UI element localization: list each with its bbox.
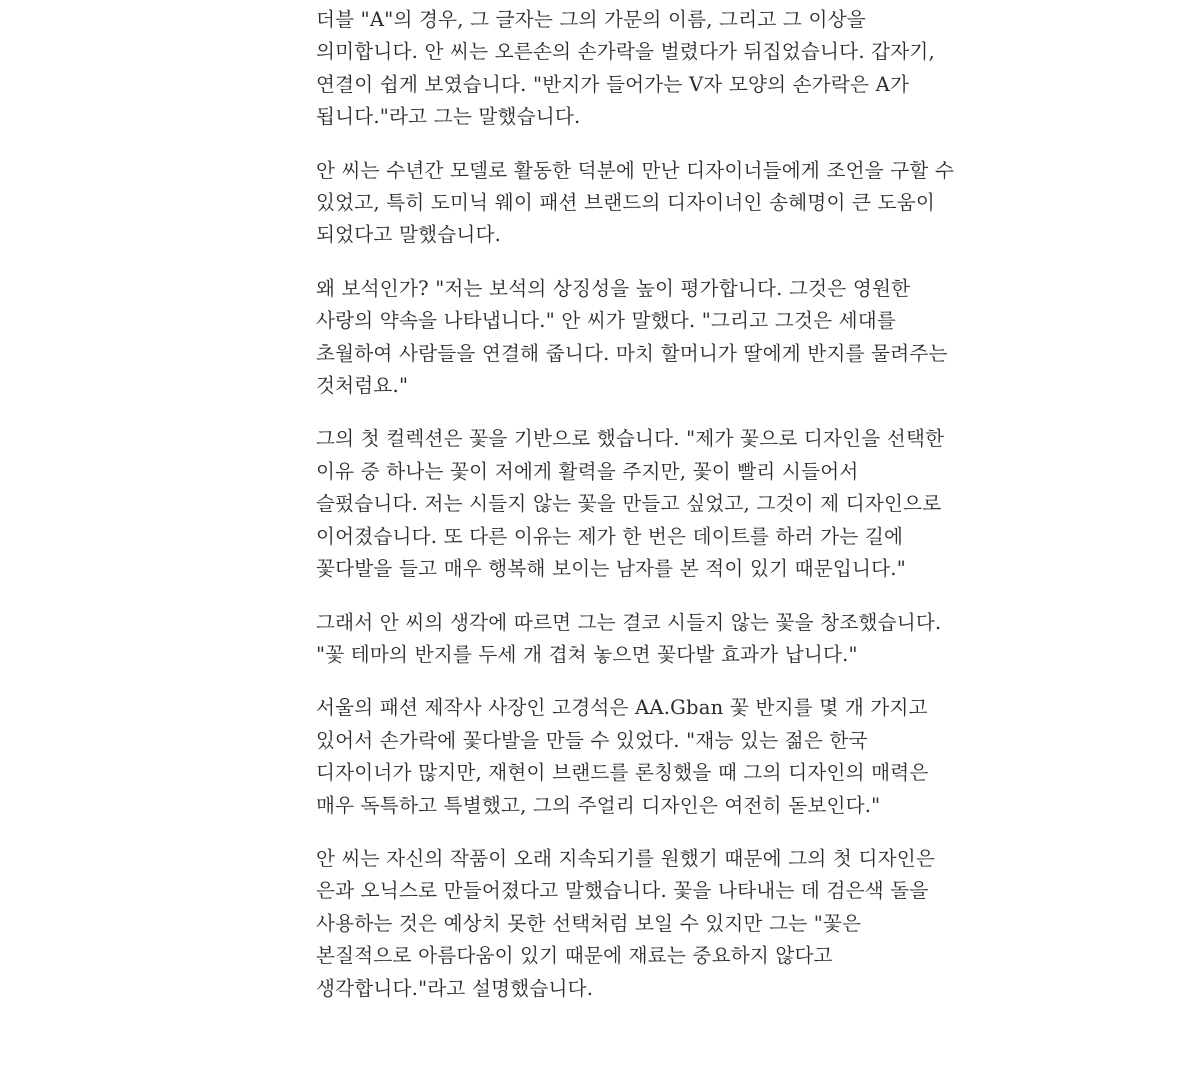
article-body [316,4,956,1026]
paragraph-5: 그래서 안 씨의 생각에 따르면 그는 결코 시들지 않는 꽃을 창조했습니다. "꽃 테마의 반지를 두세 개 겹쳐 놓으면 꽃다발 효과가 납니다." [316,610,942,666]
paragraph-1: 더블 "A"의 경우, 그 글자는 그의 가문의 이름, 그리고 그 이상을 의미합니다. 안 씨는 오른손의 손가락을 벌렸다가 뒤집었습니다. 갑자기, 연결이 쉽게 보였습니다. "반지가 들어가는 V자 모양의 손가락은 A가 됩니다."라고 그는 말했습니다. [316,8,935,129]
paragraph-3: 왜 보석인가? "저는 보석의 상징성을 높이 평가합니다. 그것은 영원한 사랑의 약속을 나타냅니다." 안 씨가 말했다. "그리고 그것은 세대를 초월하여 사람들을 연결해 줍니다. 마치 할머니가 딸에게 반지를 물려주는 것처럼요." [316,276,948,398]
paragraph-4: 그의 첫 컬렉션은 꽃을 기반으로 했습니다. "제가 꽃으로 디자인을 선택한 이유 중 하나는 꽃이 저에게 활력을 주지만, 꽃이 빨리 시들어서 슬펐습니다. 저는 시들지 않는 꽃을 만들고 싶었고, 그것이 제 디자인으로 이어졌습니다. 또 다른 이유는 제가 한 번은 데이트를 하러 가는 길에 꽃다발을 들고 매우 행복해 보이는 남자를 본 적이 있기 때문입니다." [316,427,945,581]
paragraph-6: 서울의 패션 제작사 사장인 고경석은 AA.Gban 꽃 반지를 몇 개 가지고 있어서 손가락에 꽃다발을 만들 수 있었다. "재능 있는 젊은 한국 디자이너가 많지만, 재현이 브랜드를 론칭했을 때 그의 디자인의 매력은 매우 독특하고 특별했고, 그의 주얼리 디자인은 여전히 돋보인다." [316,696,929,817]
paragraph-2: 안 씨는 수년간 모델로 활동한 덕분에 만난 디자이너들에게 조언을 구할 수 있었고, 특히 도미닉 웨이 패션 브랜드의 디자이너인 송혜명이 큰 도움이 되었다고 말했습니다. [316,158,955,247]
paragraph-7: 안 씨는 자신의 작품이 오래 지속되기를 원했기 때문에 그의 첫 디자인은 은과 오닉스로 만들어졌다고 말했습니다. 꽃을 나타내는 데 검은색 돌을 사용하는 것은 예상치 못한 선택처럼 보일 수 있지만 그는 "꽃은 본질적으로 아름다움이 있기 때문에 재료는 중요하지 않다고 생각합니다."라고 설명했습니다. [316,846,935,1000]
